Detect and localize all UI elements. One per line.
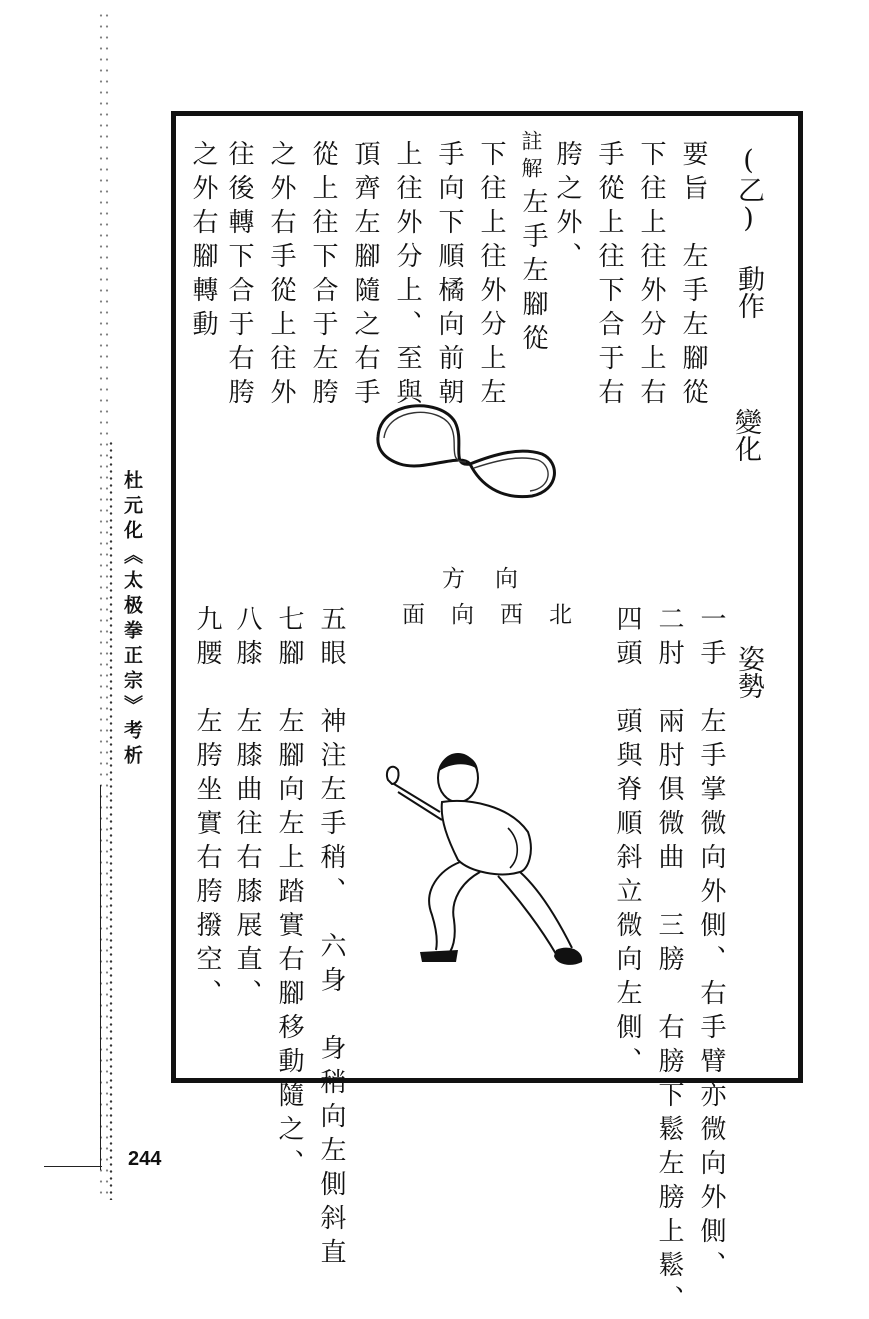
margin-rule-horizontal: [44, 1166, 102, 1167]
figure-eight-diagram: [370, 392, 570, 502]
posture-item-7: 九腰 左胯坐實右胯撥空、: [192, 605, 222, 1013]
direction-title: 方向: [442, 566, 548, 592]
posture-item-1: 一手 左手掌微向外側、右手臂亦微向外側、: [696, 605, 726, 1285]
text-line-2: 下往上往外分上右: [636, 140, 666, 412]
note-line-5: 頂齊左腳隨之右手: [350, 140, 380, 412]
posture-item-4: 五眼 神注左手稍、 六身 身稍向左側斜直: [316, 605, 346, 1272]
note-line-3: 手向下順橘向前朝: [434, 140, 464, 412]
posture-figure-illustration: [370, 740, 600, 980]
posture-item-6: 八膝 左膝曲往右膝展直、: [232, 605, 262, 1013]
binding-edge-dots-dense: [108, 440, 114, 1200]
text-line-4: 胯之外、: [552, 140, 582, 276]
margin-rule-vertical: [100, 785, 101, 1170]
posture-title: 姿勢: [733, 645, 764, 699]
note-line-1: 左手左腳從: [518, 188, 548, 358]
running-head: 杜元化《太极拳正宗》考析: [121, 470, 143, 770]
direction-value: 面向西北: [402, 602, 598, 628]
note-line-9: 之外右腳轉動: [188, 140, 218, 344]
text-line-1: 要旨 左手左腳從: [678, 140, 708, 412]
change-label: 變化: [730, 408, 761, 462]
text-line-3: 手從上往下合于右: [594, 140, 624, 412]
page-number: 244: [128, 1148, 162, 1170]
posture-item-3: 四頭 頭與脊順斜立微向左側、: [612, 605, 642, 1081]
note-line-7: 之外右手從上往外: [266, 140, 296, 412]
note-line-8: 往後轉下合于右胯: [224, 140, 254, 412]
note-line-4: 上往外分上、至與: [392, 140, 422, 412]
note-line-6: 從上往下合于左胯: [308, 140, 338, 412]
section-heading: (乙) 動作: [733, 145, 764, 319]
posture-item-5: 七腳 左腳向左上踏實右腳移動隨之、: [274, 605, 304, 1183]
posture-item-2: 二肘 兩肘俱微曲 三膀 右膀下鬆左膀上鬆、: [654, 605, 684, 1319]
note-line-2: 下往上往外分上左: [476, 140, 506, 412]
notes-label: 註解: [519, 130, 543, 184]
